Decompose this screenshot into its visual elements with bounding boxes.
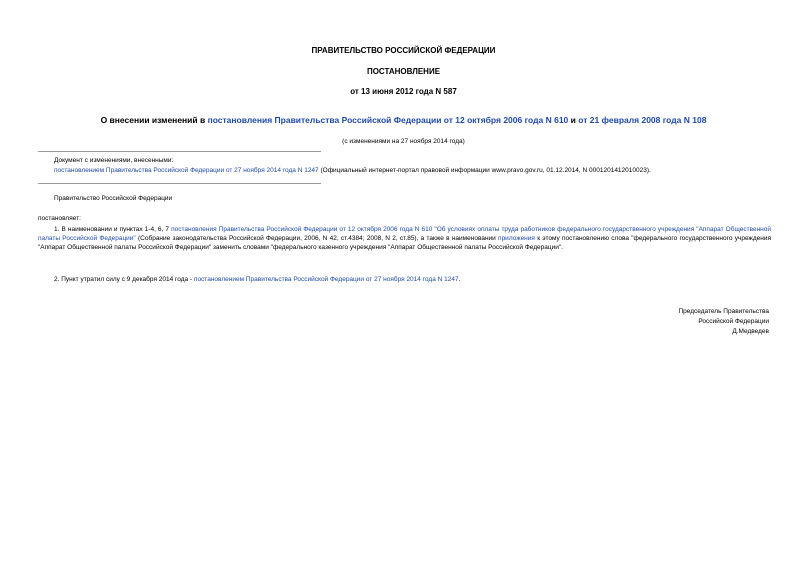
changes-source: (Официальный интернет-портал правовой информации www.pravo.gov.ru, 01.12.2014, N 0001201412010023). <box>318 167 651 174</box>
changes-label: Документ с изменениями, внесенными: <box>54 157 174 164</box>
title-prefix: О внесении изменений в <box>100 115 208 125</box>
document-title <box>0 116 807 125</box>
title-link-610[interactable]: постановления Правительства Российской Федерации от 12 октября 2006 года N 610 <box>207 115 569 125</box>
title-middle: и <box>568 115 579 125</box>
p1-text-c: к этому постановлению слова "федерального государственного учреждения "Аппарат Общественной палаты Российской Федерации" заменить словами "федерального казенного учреждения "Аппарат Общественной палаты Российской Федерации". <box>38 235 771 251</box>
p1-link-610[interactable]: постановления Правительства Российской Федерации от 12 октября 2006 года N 610 "Об условиях оплаты труда работников федерального государственного учреждения "Аппарат Общественной палаты Российской Федерации" <box>38 226 771 242</box>
decrees-word: постановляет: <box>38 215 81 222</box>
p1-link-appendix[interactable]: приложения <box>498 235 535 242</box>
changes-line <box>54 166 651 175</box>
organization-name: Правительство Российской Федерации <box>54 195 173 202</box>
p2-text-a: 2. Пункт утратил силу с 9 декабря 2014 года - <box>54 276 194 283</box>
changes-link-1247[interactable]: постановлением Правительства Российской Федерации от 27 ноября 2014 года N 1247 <box>54 167 319 174</box>
paragraph-2 <box>54 275 460 284</box>
signature-name: Д.Медведев <box>732 328 769 335</box>
p1-text-b: (Собрание законодательства Российской Федерации, 2006, N 42, ст.4384; 2008, N 2, ст.85), а также в наименовании <box>135 235 499 242</box>
government-heading: ПРАВИТЕЛЬСТВО РОССИЙСКОЙ ФЕДЕРАЦИИ <box>311 46 496 55</box>
amendment-note: (с изменениями на 27 ноября 2014 года) <box>342 138 465 145</box>
document-type: ПОСТАНОВЛЕНИЕ <box>366 67 441 76</box>
p2-link-1247[interactable]: постановлением Правительства Российской Федерации от 27 ноября 2014 года N 1247 <box>193 276 459 283</box>
p1-text-a: 1. В наименовании и пунктах 1-4, 6, 7 <box>54 226 172 233</box>
signature-title: Председатель Правительства <box>678 308 769 315</box>
document-date: от 13 июня 2012 года N 587 <box>350 87 457 96</box>
paragraph-1 <box>38 225 771 252</box>
title-link-108[interactable]: от 21 февраля 2008 года N 108 <box>578 115 707 125</box>
top-divider <box>38 151 321 152</box>
p2-text-b: . <box>458 276 461 283</box>
bottom-divider <box>38 183 321 184</box>
signature-country: Российской Федерации <box>698 318 769 325</box>
